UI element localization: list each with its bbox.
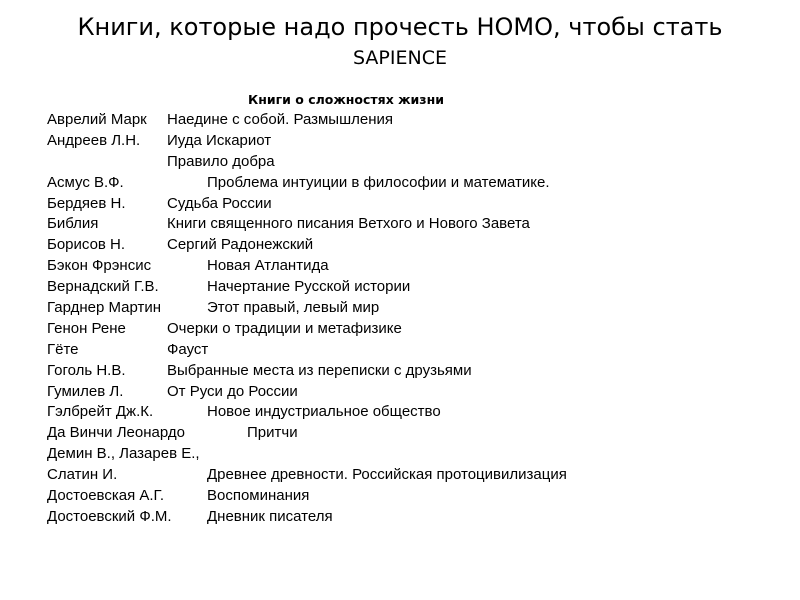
- book-author: Аврелий Марк: [47, 111, 147, 128]
- book-title: Правило добра: [167, 152, 275, 170]
- book-row: [47, 486, 767, 507]
- title-line-2: SAPIENCE: [353, 47, 447, 69]
- book-row: [47, 444, 767, 465]
- book-title: Этот правый, левый мир: [207, 299, 380, 317]
- book-row: [47, 507, 767, 528]
- book-row: [47, 277, 767, 298]
- book-row: [47, 298, 767, 319]
- book-row: [47, 110, 767, 131]
- section-subtitle: Книги о сложностях жизни: [248, 92, 444, 107]
- book-title: Судьба России: [167, 194, 272, 212]
- book-title: Книги священного писания Ветхого и Нового Завета: [167, 215, 530, 233]
- book-row: [47, 235, 767, 256]
- book-title: Дневник писателя: [207, 507, 333, 525]
- book-title: Сергий Радонежский: [167, 236, 314, 254]
- book-author: Асмус В.Ф.: [47, 173, 124, 191]
- book-author: Вернадский Г.В.: [47, 278, 159, 296]
- book-row: [47, 465, 767, 486]
- book-row: [47, 152, 767, 173]
- book-row: [47, 361, 767, 382]
- book-title: Фауст: [167, 340, 209, 358]
- title-line-1: Книги, которые надо прочесть HOMO, чтобы стать: [77, 13, 723, 41]
- book-author: Гёте: [47, 340, 79, 358]
- book-title: Новое индустриальное общество: [207, 403, 441, 421]
- book-author: Демин В., Лазарев Е.,: [47, 445, 200, 463]
- book-title: Проблема интуиции в философии и математике.: [207, 173, 550, 191]
- book-author: Гэлбрейт Дж.К.: [47, 403, 154, 421]
- book-author: Гоголь Н.В.: [47, 361, 126, 379]
- book-author: Андреев Л.Н.: [47, 131, 141, 149]
- book-row: [47, 131, 767, 152]
- book-author: Да Винчи Леонардо: [47, 424, 185, 442]
- book-row: [47, 214, 767, 235]
- book-title: Иуда Искариот: [167, 131, 272, 149]
- book-title: От Руси до России: [167, 382, 298, 400]
- book-author: Гумилев Л.: [47, 382, 124, 400]
- book-author: Бэкон Фрэнсис: [47, 257, 152, 275]
- book-author: Генон Рене: [47, 319, 126, 337]
- book-author: Достоевская А.Г.: [47, 487, 165, 505]
- book-author: Бердяев Н.: [47, 194, 126, 212]
- book-row: [47, 382, 767, 403]
- book-title: Притчи: [247, 424, 298, 442]
- book-title: Древнее древности. Российская протоцивилизация: [207, 466, 567, 484]
- book-title: Выбранные места из переписки с друзьями: [167, 361, 472, 379]
- slide-title: [0, 12, 800, 73]
- book-row: [47, 402, 767, 423]
- book-title: Очерки о традиции и метафизике: [167, 319, 402, 337]
- book-title: Воспоминания: [207, 487, 310, 505]
- book-author: Слатин И.: [47, 466, 118, 484]
- book-title: Начертание Русской истории: [207, 278, 411, 296]
- book-author: Библия: [47, 215, 99, 233]
- book-row: [47, 340, 767, 361]
- book-author: Гарднер Мартин: [47, 299, 162, 317]
- book-list: [47, 110, 767, 528]
- book-row: [47, 319, 767, 340]
- book-row: [47, 173, 767, 194]
- book-author: Достоевский Ф.М.: [47, 507, 172, 525]
- book-title: Наедине с собой. Размышления: [167, 111, 394, 128]
- book-row: [47, 256, 767, 277]
- book-row: [47, 194, 767, 215]
- book-row: [47, 423, 767, 444]
- book-title: Новая Атлантида: [207, 257, 329, 275]
- book-author: Борисов Н.: [47, 236, 126, 254]
